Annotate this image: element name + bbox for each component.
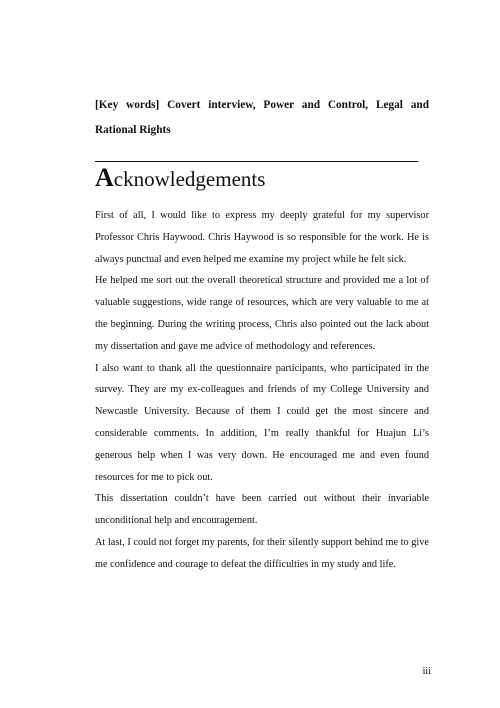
paragraph: At last, I could not forget my parents, for their silently support behind me to give me confidence and courage to defeat the difficulties in my study and life. [95,536,429,570]
paragraph: First of all, I would like to express my deeply grateful for my supervisor Professor Chris Haywood. Chris Haywood is so responsible for the work. He is always punctual and even helped me examine my project while he felt sick. [95,210,429,265]
heading-rule [95,161,418,162]
heading-rest: cknowledgements [113,167,266,191]
paragraph: He helped me sort out the overall theoretical structure and provided me a lot of valuable suggestions, wide range of resources, which are very valuable to me at the beginning. During the writing process, Chris also pointed out the lack about my dissertation and gave me advice of methodology and references. [95,275,429,352]
page-number: iii [422,666,431,677]
paragraph: I also want to thank all the questionnaire participants, who participated in the survey. They are my ex-colleagues and friends of my College University and Newcastle University. Because of them I could get the most sincere and considerable comments. In addition, I’m really thankful for Huajun Li’s generous help when I was very down. He encouraged me and even found resources for me to pick out. [95,362,429,483]
section-heading [95,163,265,194]
keywords-line: [Key words] Covert interview, Power and Control, Legal and Rational Rights [95,99,429,136]
acknowledgements-body [95,205,429,576]
heading-initial: A [95,163,114,192]
paragraph: This dissertation couldn’t have been carried out without their invariable unconditional help and encouragement. [95,493,429,527]
